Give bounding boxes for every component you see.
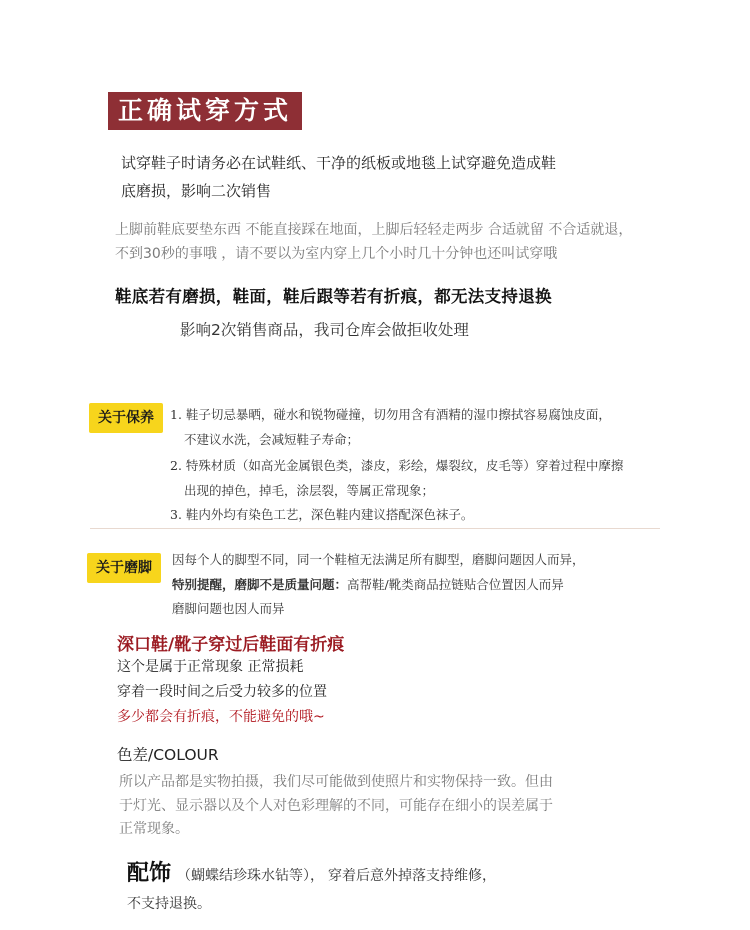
care-line-1: 1. 鞋子切忌暴晒，碰水和锐物碰撞，切勿用含有酒精的湿巾擦拭容易腐蚀皮面， [170,407,611,422]
colour-line-2: 于灯光、显示器以及个人对色彩理解的不同，可能存在细小的误差属于 [119,798,553,814]
care-badge: 关于保养 [89,403,163,433]
care-line-2: 不建议水洗，会减短鞋子寿命； [184,432,360,447]
chafing-line-3: 磨脚问题也因人而异 [172,601,285,616]
accessories-line-1 [127,856,496,887]
accessories-examples: （蝴蝶结珍珠水钻等）， [177,868,325,884]
colour-heading: 色差/COLOUR [117,746,219,764]
accessories-line-2: 不支持退换。 [127,896,211,912]
care-line-4: 出现的掉色，掉毛，涂层裂，等属正常现象； [184,483,435,498]
care-line-5: 3. 鞋内外均有染色工艺，深色鞋内建议搭配深色袜子。 [170,507,474,522]
tryon-line-1: 试穿鞋子时请务必在试鞋纸、干净的纸板或地毯上试穿避免造成鞋 [121,154,557,172]
chafing-line-2-rest: 高帮鞋/靴类商品拉链贴合位置因人而异 [347,577,564,592]
chafing-line-2 [172,575,564,593]
colour-line-1: 所以产品都是实物拍摄，我们尽可能做到使照片和实物保持一致。但由 [119,774,553,790]
section-title: 正确试穿方式 [108,92,302,130]
accessories-heading: 配饰 [127,861,172,886]
creases-red-line: 多少都会有折痕，不能避免的哦~ [117,709,325,725]
return-warning: 鞋底若有磨损，鞋面，鞋后跟等若有折痕，都无法支持退换 [115,287,552,306]
colour-line-3: 正常现象。 [119,821,189,837]
tryon-grey-line-1: 上脚前鞋底要垫东西 不能直接踩在地面，上脚后轻轻走两步 合适就留 不合适就退， [115,222,633,238]
tryon-grey-line-2: 不到30秒的事哦 ，请不要以为室内穿上几个小时几十分钟也还叫试穿哦 [115,246,558,262]
section-divider [90,528,660,529]
creases-line-1: 这个是属于正常现象 正常损耗 [117,659,304,675]
creases-line-2: 穿着一段时间之后受力较多的位置 [117,684,327,700]
tryon-line-2: 底磨损，影响二次销售 [121,182,272,200]
chafing-badge: 关于磨脚 [87,553,161,583]
care-line-3: 2. 特殊材质（如高光金属银色类，漆皮，彩绘，爆裂纹，皮毛等）穿着过程中摩擦 [170,458,624,473]
chafing-reminder: 特别提醒，磨脚不是质量问题： [172,577,348,592]
return-warning-sub: 影响2次销售商品，我司仓库会做拒收处理 [180,321,469,339]
accessories-repair-note: 穿着后意外掉落支持维修， [328,868,497,884]
creases-heading: 深口鞋/靴子穿过后鞋面有折痕 [117,635,345,655]
chafing-line-1: 因每个人的脚型不同，同一个鞋楦无法满足所有脚型，磨脚问题因人而异， [172,552,585,567]
